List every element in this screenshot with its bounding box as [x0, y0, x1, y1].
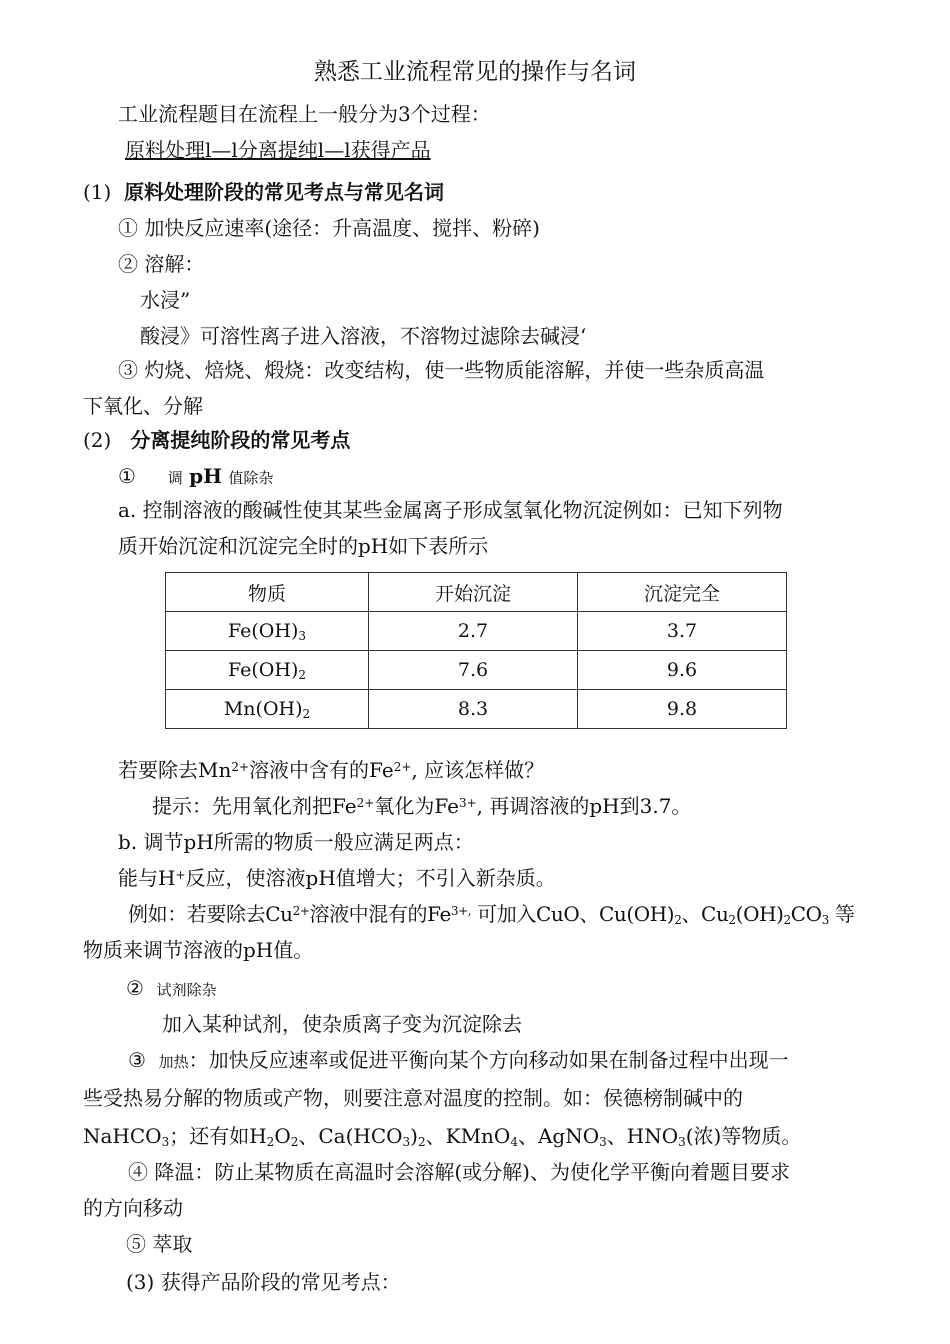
process-step-raw: 原料处理	[125, 138, 205, 162]
ph-requirements: b. 调节pH所需的物质一般应满足两点：	[118, 830, 474, 854]
table-cell-start: 2.7	[369, 612, 578, 651]
ph-table	[165, 572, 787, 729]
ph-label-pre: 调	[167, 469, 183, 487]
table-cell-complete: 3.7	[578, 612, 787, 651]
section-2-heading	[83, 428, 350, 452]
ph-label-post: 值除杂	[228, 469, 274, 487]
table-row	[166, 690, 787, 729]
ph-subheading	[118, 464, 273, 490]
section-title: 原料处理阶段的常见考点与常见名词	[124, 180, 445, 204]
reagent-text: 加入某种试剂，使杂质离子变为沉淀除去	[162, 1012, 522, 1036]
section-title: 分离提纯阶段的常见考点	[130, 428, 351, 452]
reagent-subheading: ② 试剂除杂	[126, 976, 217, 1000]
hint-text: 提示：先用氧化剂把$Fe^{2+}$氧化为$Fe^{3+}$, 再调溶液的pH到3.7。	[152, 794, 692, 818]
example-text: 例如：若要除去$Cu^{2+}$溶液中混有的$Fe^{3+,}$ 可加入CuO、$Cu(OH)_2$、$Cu_2(OH)_2CO_3$ 等	[128, 902, 855, 927]
item-dissolve: ② 溶解：	[118, 252, 205, 276]
section-number: (2)	[83, 428, 112, 452]
table-cell-substance: $Fe(OH)_2$	[166, 651, 369, 690]
process-step-purify: 分离提纯	[237, 138, 318, 162]
extraction-item: ⑤ 萃取	[126, 1232, 193, 1256]
item-calcination: ③ 灼烧、焙烧、煅烧：改变结构，使一些物质能溶解，并使一些杂质高温	[118, 358, 765, 382]
item-acid-leach: 酸浸》可溶性离子进入溶液，不溶物过滤除去碱浸‘	[140, 324, 587, 348]
item-water-leach: 水浸”	[140, 288, 191, 312]
example-text-cont: 物质来调节溶液的pH值。	[83, 938, 314, 962]
ph-label-bold: pH	[189, 464, 222, 488]
ph-explanation: a. 控制溶液的酸碱性使其某些金属离子形成氢氧化物沉淀例如：已知下列物	[118, 498, 783, 522]
table-cell-complete: 9.8	[578, 690, 787, 729]
cooling-text: ④ 降温：防止某物质在高温时会溶解(或分解)、为使化学平衡向着题目要求	[128, 1160, 790, 1184]
item-reaction-rate: ① 加快反应速率(途径：升高温度、搅拌、粉碎)	[118, 216, 540, 240]
process-step-product: 获得产品	[350, 138, 431, 162]
page-title: 熟悉工业流程常见的操作与名词	[314, 59, 636, 85]
table-cell-start: 8.3	[369, 690, 578, 729]
process-flow	[125, 138, 431, 162]
question-text: 若要除去$Mn^{2+}$溶液中含有的$Fe^{2+}$, 应该怎样做？	[118, 758, 545, 782]
ph-marker: ①	[118, 464, 136, 488]
process-separator: l—l	[317, 138, 351, 162]
table-header-cell: 物质	[166, 573, 369, 612]
ph-requirement-detail: 能与H+反应，使溶液pH值增大；不引入新杂质。	[118, 866, 556, 890]
heating-text: ③ 加热：加快反应速率或促进平衡向某个方向移动如果在制备过程中出现一	[128, 1048, 789, 1072]
process-separator: l—l	[205, 138, 238, 162]
table-row	[166, 612, 787, 651]
section-1-heading	[83, 180, 444, 204]
table-header-cell: 开始沉淀	[369, 573, 578, 612]
section-number: (1)	[83, 180, 112, 204]
table-cell-complete: 9.6	[578, 651, 787, 690]
heating-text-cont: 些受热易分解的物质或产物，则要注意对温度的控制。如：侯德榜制碱中的	[83, 1086, 743, 1110]
table-header-row	[166, 573, 787, 612]
intro-text: 工业流程题目在流程上一般分为3个过程：	[118, 102, 491, 126]
table-cell-start: 7.6	[369, 651, 578, 690]
table-cell-substance: $Fe(OH)_3$	[166, 612, 369, 651]
table-row	[166, 651, 787, 690]
cooling-text-cont: 的方向移动	[83, 1196, 183, 1220]
item-calcination-cont: 下氧化、分解	[83, 394, 203, 418]
table-header-cell: 沉淀完全	[578, 573, 787, 612]
ph-explanation-cont: 质开始沉淀和沉淀完全时的pH如下表所示	[118, 534, 489, 558]
section-3-heading: (3) 获得产品阶段的常见考点：	[126, 1270, 401, 1294]
table-cell-substance: $Mn(OH)_2$	[166, 690, 369, 729]
heating-examples: NaHCO$_3$；还有如$H_2O_2$、$Ca(HCO_3)_2$、KMnO$_4$、AgNO$_3$、$HNO_3$(浓)等物质。	[83, 1124, 802, 1149]
